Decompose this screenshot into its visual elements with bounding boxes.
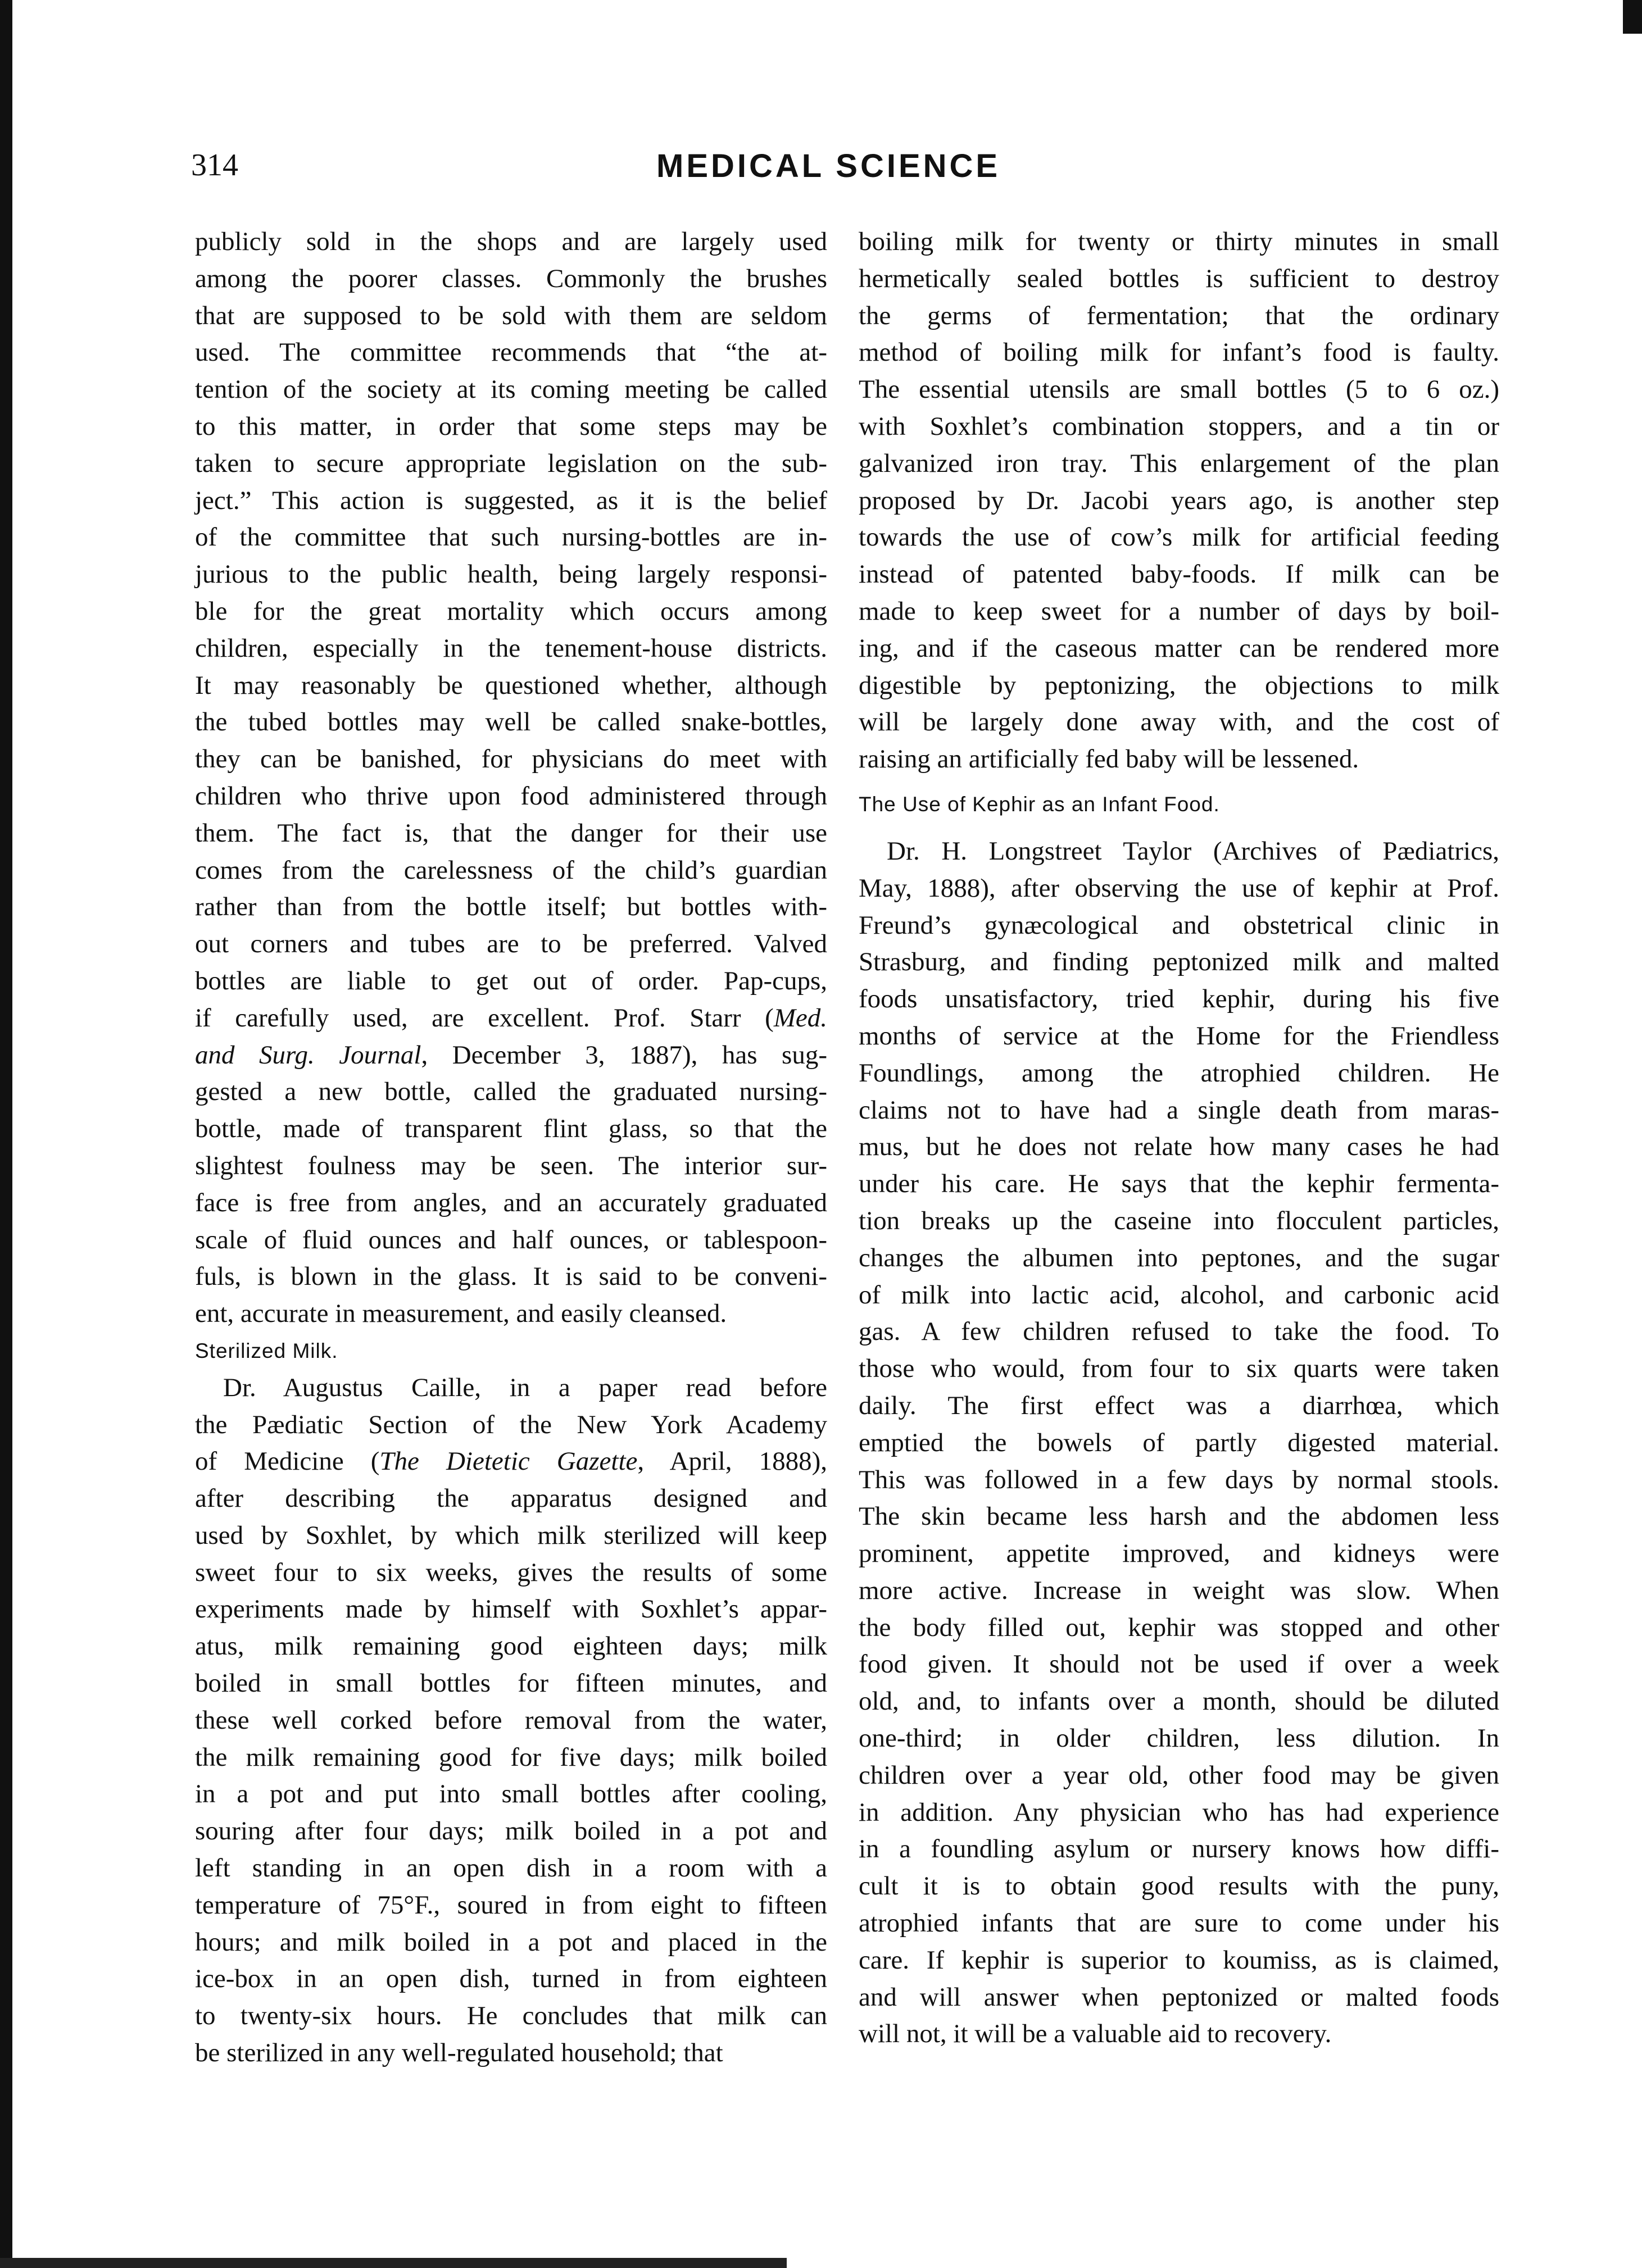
text-line: The essential utensils are small bottles (5 to 6 oz.): [859, 375, 1499, 404]
page-number: 314: [191, 148, 238, 183]
text-segment: , April, 1888),: [637, 1447, 828, 1476]
scan-edge-right: [1623, 0, 1642, 34]
text-line: Strasburg, and finding peptonized milk and malted: [859, 947, 1499, 977]
text-line: to this matter, in order that some steps may be: [195, 411, 827, 441]
text-line: to twenty-six hours. He concludes that milk can: [195, 2001, 827, 2031]
text-line: the tubed bottles may well be called snake-bottles,: [195, 707, 827, 737]
text-line: rather than from the bottle itself; but bottles with-: [195, 892, 827, 922]
text-line: digestible by peptonizing, the objections to milk: [859, 670, 1499, 700]
text-line: used. The committee recommends that “the at-: [195, 338, 827, 367]
scan-edge-left: [0, 0, 12, 2268]
text-line: prominent, appetite improved, and kidneys were: [859, 1539, 1499, 1569]
text-line: left standing in an open dish in a room with a: [195, 1853, 827, 1883]
text-line: children, especially in the tenement-house districts.: [195, 633, 827, 663]
text-line: [195, 1037, 827, 1074]
text-line: those who would, from four to six quarts were taken: [859, 1354, 1499, 1384]
text-line: raising an artificially fed baby will be lessened.: [859, 744, 1359, 774]
text-line: children over a year old, other food may be given: [859, 1760, 1499, 1790]
text-line: atrophied infants that are sure to come under his: [859, 1908, 1499, 1938]
text-line: months of service at the Home for the Friendless: [859, 1021, 1499, 1051]
text-line: in addition. Any physician who has had experience: [859, 1797, 1499, 1827]
text-line: of the committee that such nursing-bottles are in-: [195, 522, 827, 552]
paragraph: [195, 1370, 827, 2072]
text-line: temperature of 75°F., soured in from eight to fifteen: [195, 1890, 827, 1920]
text-line: after describing the apparatus designed and: [195, 1484, 827, 1513]
text-line: out corners and tubes are to be preferred. Valved: [195, 929, 827, 959]
text-line: be sterilized in any well-regulated household; that: [195, 2038, 723, 2068]
text-line: made to keep sweet for a number of days by boil-: [859, 596, 1499, 626]
running-head: MEDICAL SCIENCE: [656, 148, 1001, 184]
text-line: emptied the bowels of partly digested material.: [859, 1428, 1499, 1457]
text-line: atus, milk remaining good eighteen days; milk: [195, 1631, 827, 1661]
text-line: and will answer when peptonized or malted foods: [859, 1982, 1499, 2012]
text-line: hours; and milk boiled in a pot and placed in the: [195, 1927, 827, 1957]
text-line: Foundlings, among the atrophied children. He: [859, 1058, 1499, 1088]
text-line: the germs of fermentation; that the ordinary: [859, 301, 1499, 330]
text-line: towards the use of cow’s milk for artificial feeding: [859, 522, 1499, 552]
text-line: proposed by Dr. Jacobi years ago, is another step: [859, 485, 1499, 515]
text-line: one-third; in older children, less dilution. In: [859, 1724, 1499, 1753]
text-line: slightest foulness may be seen. The interior sur-: [195, 1151, 827, 1180]
text-line: children who thrive upon food administered through: [195, 781, 827, 811]
text-line: will not, it will be a valuable aid to recovery.: [859, 2019, 1332, 2049]
text-line: boiled in small bottles for fifteen minutes, and: [195, 1669, 827, 1698]
text-segment: of Medicine (: [195, 1447, 380, 1476]
text-line: souring after four days; milk boiled in a pot and: [195, 1816, 827, 1846]
text-line: Dr. Augustus Caille, in a paper read before: [223, 1372, 827, 1402]
text-line: among the poorer classes. Commonly the brushes: [195, 263, 827, 293]
left-column: [195, 224, 827, 2072]
text-line: May, 1888), after observing the use of kephir at Prof.: [859, 873, 1499, 903]
text-line: tion breaks up the caseine into flocculent particles,: [859, 1206, 1499, 1235]
italic-citation: Med.: [773, 1003, 827, 1033]
paragraph: [859, 224, 1499, 778]
text-line: fuls, is blown in the glass. It is said to be conveni-: [195, 1262, 827, 1292]
text-line: ice-box in an open dish, turned in from eighteen: [195, 1964, 827, 1994]
text-line: The skin became less harsh and the abdomen less: [859, 1502, 1499, 1531]
text-line: jurious to the public health, being largely responsi-: [195, 560, 827, 589]
text-line: with Soxhlet’s combination stoppers, and a tin or: [859, 411, 1499, 441]
text-line: It may reasonably be questioned whether, although: [195, 670, 827, 700]
text-line: bottles are liable to get out of order. Pap-cups,: [195, 966, 827, 996]
text-line: they can be banished, for physicians do meet with: [195, 744, 827, 774]
text-line: ing, and if the caseous matter can be rendered more: [859, 633, 1499, 663]
text-line: these well corked before removal from the water,: [195, 1705, 827, 1735]
text-line: cult it is to obtain good results with the puny,: [859, 1871, 1499, 1901]
text-line: under his care. He says that the kephir fermenta-: [859, 1169, 1499, 1199]
text-line: galvanized iron tray. This enlargement of the plan: [859, 448, 1499, 478]
text-line: mus, but he does not relate how many cases he had: [859, 1132, 1499, 1162]
text-line: that are supposed to be sold with them are seldom: [195, 301, 827, 330]
text-segment: if carefully used, are excellent. Prof. Starr (: [195, 1003, 774, 1033]
text-line: foods unsatisfactory, tried kephir, during his five: [859, 984, 1499, 1014]
section-heading: Sterilized Milk.: [195, 1339, 338, 1362]
text-line: taken to secure appropriate legislation on the sub-: [195, 448, 827, 478]
paragraph: [195, 224, 827, 1333]
text-line: food given. It should not be used if over a week: [859, 1649, 1499, 1679]
text-line: bottle, made of transparent flint glass, so that the: [195, 1114, 827, 1144]
text-line: face is free from angles, and an accurately graduated: [195, 1188, 827, 1217]
italic-citation: and Surg. Journal: [195, 1040, 421, 1070]
text-line: instead of patented baby-foods. If milk can be: [859, 560, 1499, 589]
text-line: gested a new bottle, called the graduated nursing-: [195, 1077, 827, 1107]
text-line: in a pot and put into small bottles after cooling,: [195, 1779, 827, 1809]
text-line: ble for the great mortality which occurs among: [195, 596, 827, 626]
text-line: hermetically sealed bottles is sufficient to destroy: [859, 263, 1499, 293]
text-line: [195, 1000, 827, 1037]
text-line: the Pædiatic Section of the New York Academy: [195, 1410, 827, 1439]
text-line: old, and, to infants over a month, should be diluted: [859, 1687, 1499, 1716]
text-line: the milk remaining good for five days; milk boiled: [195, 1742, 827, 1772]
text-line: claims not to have had a single death from maras-: [859, 1095, 1499, 1125]
text-line: used by Soxhlet, by which milk sterilized will keep: [195, 1520, 827, 1550]
italic-citation: The Dietetic Gazette: [379, 1447, 638, 1476]
text-line: ject.” This action is suggested, as it is the belief: [195, 485, 827, 515]
text-line: care. If kephir is superior to koumiss, as is claimed,: [859, 1945, 1499, 1975]
text-line: Freund’s gynæcological and obstetrical clinic in: [859, 910, 1499, 940]
text-line: gas. A few children refused to take the food. To: [859, 1317, 1499, 1347]
text-line: This was followed in a few days by normal stools.: [859, 1465, 1499, 1494]
text-line: changes the albumen into peptones, and the sugar: [859, 1243, 1499, 1272]
text-line: sweet four to six weeks, gives the results of some: [195, 1557, 827, 1587]
text-line: will be largely done away with, and the cost of: [859, 707, 1499, 737]
text-line: scale of fluid ounces and half ounces, or tablespoon-: [195, 1225, 827, 1255]
text-line: ent, accurate in measurement, and easily cleansed.: [195, 1299, 727, 1329]
text-segment: , December 3, 1887), has sug-: [421, 1040, 827, 1070]
text-line: comes from the carelessness of the child’s guardian: [195, 855, 827, 885]
text-line: the body filled out, kephir was stopped and other: [859, 1612, 1499, 1642]
text-line: experiments made by himself with Soxhlet’s appar-: [195, 1594, 827, 1624]
text-line: publicly sold in the shops and are largely used: [195, 227, 827, 256]
text-line: daily. The first effect was a diarrhœa, which: [859, 1390, 1499, 1420]
text-line: of milk into lactic acid, alcohol, and carbonic acid: [859, 1280, 1499, 1310]
right-column: [859, 224, 1499, 2053]
section-heading: The Use of Kephir as an Infant Food.: [859, 792, 1220, 816]
text-line: more active. Increase in weight was slow. When: [859, 1575, 1499, 1605]
text-line: Dr. H. Longstreet Taylor (Archives of Pædiatrics,: [887, 836, 1499, 866]
text-line: tention of the society at its coming meeting be called: [195, 375, 827, 404]
paragraph: [859, 833, 1499, 2053]
text-line: boiling milk for twenty or thirty minutes in small: [859, 227, 1499, 256]
text-line: [195, 1443, 827, 1480]
text-line: method of boiling milk for infant’s food is faulty.: [859, 338, 1499, 367]
text-line: in a foundling asylum or nursery knows how diffi-: [859, 1834, 1499, 1864]
scan-edge-bottom: [0, 2258, 787, 2268]
text-line: them. The fact is, that the danger for their use: [195, 818, 827, 848]
